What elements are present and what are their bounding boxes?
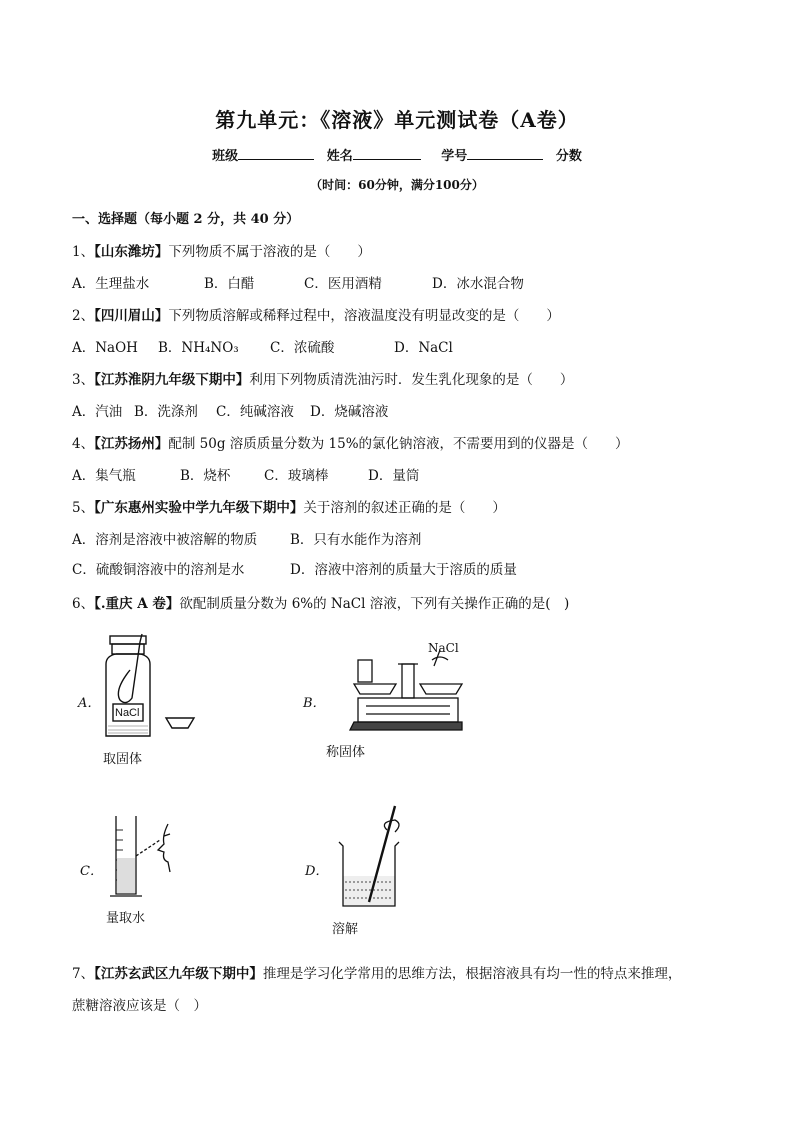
- question-source: 【广东惠州实验中学九年级下期中】: [94, 500, 304, 516]
- question-source: 【江苏扬州】: [94, 436, 169, 452]
- id-label: 学号: [441, 149, 468, 164]
- nacl-pile: [432, 657, 448, 660]
- bottle-body: [106, 654, 150, 736]
- question-1: 1、【山东潍坊】下列物质不属于溶液的是（ ）: [72, 244, 371, 260]
- figure-c-caption: 量取水: [106, 910, 146, 925]
- question-stem: 下列物质不属于溶液的是（ ）: [168, 244, 371, 260]
- question-stem: 欲配制质量分数为 6%的 NaCl 溶液，下列有关操作正确的是( ): [179, 596, 570, 612]
- question-1-options: [72, 272, 524, 292]
- question-7: 7、【江苏玄武区九年级下期中】推理是学习化学常用的思维方法，根据溶液具有均一性的特点来推理，: [72, 966, 682, 982]
- question-7-cont: 蔗糖溶液应该是（ ）: [72, 998, 207, 1014]
- option-b[interactable]: B．烧杯: [180, 468, 231, 484]
- option-b[interactable]: B．白醋: [204, 276, 255, 292]
- question-2-options: [72, 336, 453, 356]
- class-label: 班级: [212, 149, 239, 164]
- figure-b-letter[interactable]: B．: [303, 696, 326, 711]
- question-4: 4、【江苏扬州】配制 50g 溶质质量分数为 15%的氯化钠溶液，不需要用到的仪器是（ ）: [72, 436, 629, 452]
- question-3: 3、【江苏淮阴九年级下期中】利用下列物质清洗油污时．发生乳化现象的是（ ）: [72, 372, 574, 388]
- figure-a-caption: 取固体: [103, 751, 143, 766]
- option-c[interactable]: C．纯碱溶液: [216, 404, 294, 420]
- question-source: 【山东潍坊】: [94, 244, 169, 260]
- question-3-options: [72, 400, 388, 420]
- student-info-row: [0, 145, 794, 164]
- id-blank[interactable]: [467, 146, 543, 160]
- option-d[interactable]: D．溶液中溶剂的质量大于溶质的质量: [290, 562, 517, 578]
- option-c[interactable]: C．硫酸铜溶液中的溶剂是水: [72, 562, 245, 578]
- nacl-label: NaCl: [115, 707, 140, 719]
- reagent-bottle-figure: [96, 632, 206, 742]
- option-d[interactable]: D．NaCl: [394, 340, 453, 356]
- balance-body: [358, 698, 458, 722]
- option-c[interactable]: C．医用酒精: [304, 276, 382, 292]
- option-c[interactable]: C．浓硫酸: [270, 340, 335, 356]
- question-5-options-row1: [72, 528, 421, 548]
- question-2: 2、【四川眉山】下列物质溶解或稀释过程中，溶液温度没有明显改变的是（ ）: [72, 308, 560, 324]
- option-a[interactable]: A．溶剂是溶液中被溶解的物质: [72, 532, 258, 548]
- balance-pillar: [402, 664, 414, 698]
- option-a[interactable]: A．生理盐水: [72, 276, 150, 292]
- question-stem: 利用下列物质清洗油污时．发生乳化现象的是（ ）: [249, 372, 574, 388]
- question-5-options-row2: [72, 558, 517, 578]
- name-blank[interactable]: [353, 146, 421, 160]
- question-source: 【.重庆 A 卷】: [94, 596, 180, 612]
- option-b[interactable]: B．NH₄NO₃: [158, 340, 239, 356]
- option-b[interactable]: B．只有水能作为溶剂: [290, 532, 422, 548]
- question-source: 【江苏玄武区九年级下期中】: [94, 966, 263, 982]
- option-a[interactable]: A．集气瓶: [72, 468, 136, 484]
- score-label: 分数: [555, 149, 582, 164]
- option-c[interactable]: C．玻璃棒: [264, 468, 329, 484]
- class-blank[interactable]: [238, 146, 314, 160]
- section-heading: 一、选择题（每小题 2 分，共 40 分）: [72, 212, 300, 227]
- question-stem: 下列物质溶解或稀释过程中，溶液温度没有明显改变的是（ ）: [168, 308, 560, 324]
- figure-d-caption: 溶解: [332, 921, 359, 936]
- question-source: 【四川眉山】: [94, 308, 169, 324]
- time-note: （时间：60分钟，满分100分）: [310, 178, 484, 192]
- water-column: [117, 858, 135, 893]
- option-a[interactable]: A．NaOH: [72, 340, 138, 356]
- beaker-figure: [333, 802, 423, 914]
- sight-line: [136, 840, 160, 856]
- balance-base: [350, 722, 462, 730]
- left-pan: [354, 684, 396, 694]
- question-5: 5、【广东惠州实验中学九年级下期中】关于溶剂的叙述正确的是（ ）: [72, 500, 506, 516]
- face-profile: [158, 824, 170, 872]
- question-stem: 关于溶剂的叙述正确的是（ ）: [303, 500, 506, 516]
- figure-d-letter[interactable]: D．: [305, 864, 329, 879]
- question-source: 【江苏淮阴九年级下期中】: [94, 372, 250, 388]
- question-stem: 推理是学习化学常用的思维方法，根据溶液具有均一性的特点来推理，: [262, 966, 682, 982]
- name-label: 姓名: [326, 149, 353, 164]
- right-pan: [420, 684, 462, 694]
- option-a[interactable]: A．汽油: [72, 404, 123, 420]
- figure-c-letter[interactable]: C．: [80, 864, 103, 879]
- figure-b-caption: 称固体: [326, 744, 366, 759]
- page-title: 第九单元：《溶液》单元测试卷（A卷）: [215, 108, 579, 132]
- figure-a-letter[interactable]: A．: [78, 696, 101, 711]
- question-4-options: [72, 464, 419, 484]
- weighing-dish: [166, 718, 194, 728]
- question-stem: 配制 50g 溶质质量分数为 15%的氯化钠溶液，不需要用到的仪器是（ ）: [168, 436, 629, 452]
- left-weight: [358, 660, 372, 682]
- option-d[interactable]: D．烧碱溶液: [310, 404, 389, 420]
- option-d[interactable]: D．冰水混合物: [432, 276, 524, 292]
- option-d[interactable]: D．量筒: [368, 468, 420, 484]
- nacl-label: NaCl: [428, 641, 459, 655]
- question-6: 6、【.重庆 A 卷】欲配制质量分数为 6%的 NaCl 溶液，下列有关操作正确的是( ): [72, 596, 570, 612]
- graduated-cylinder-figure: [106, 810, 196, 900]
- option-b[interactable]: B．洗涤剂: [134, 404, 198, 420]
